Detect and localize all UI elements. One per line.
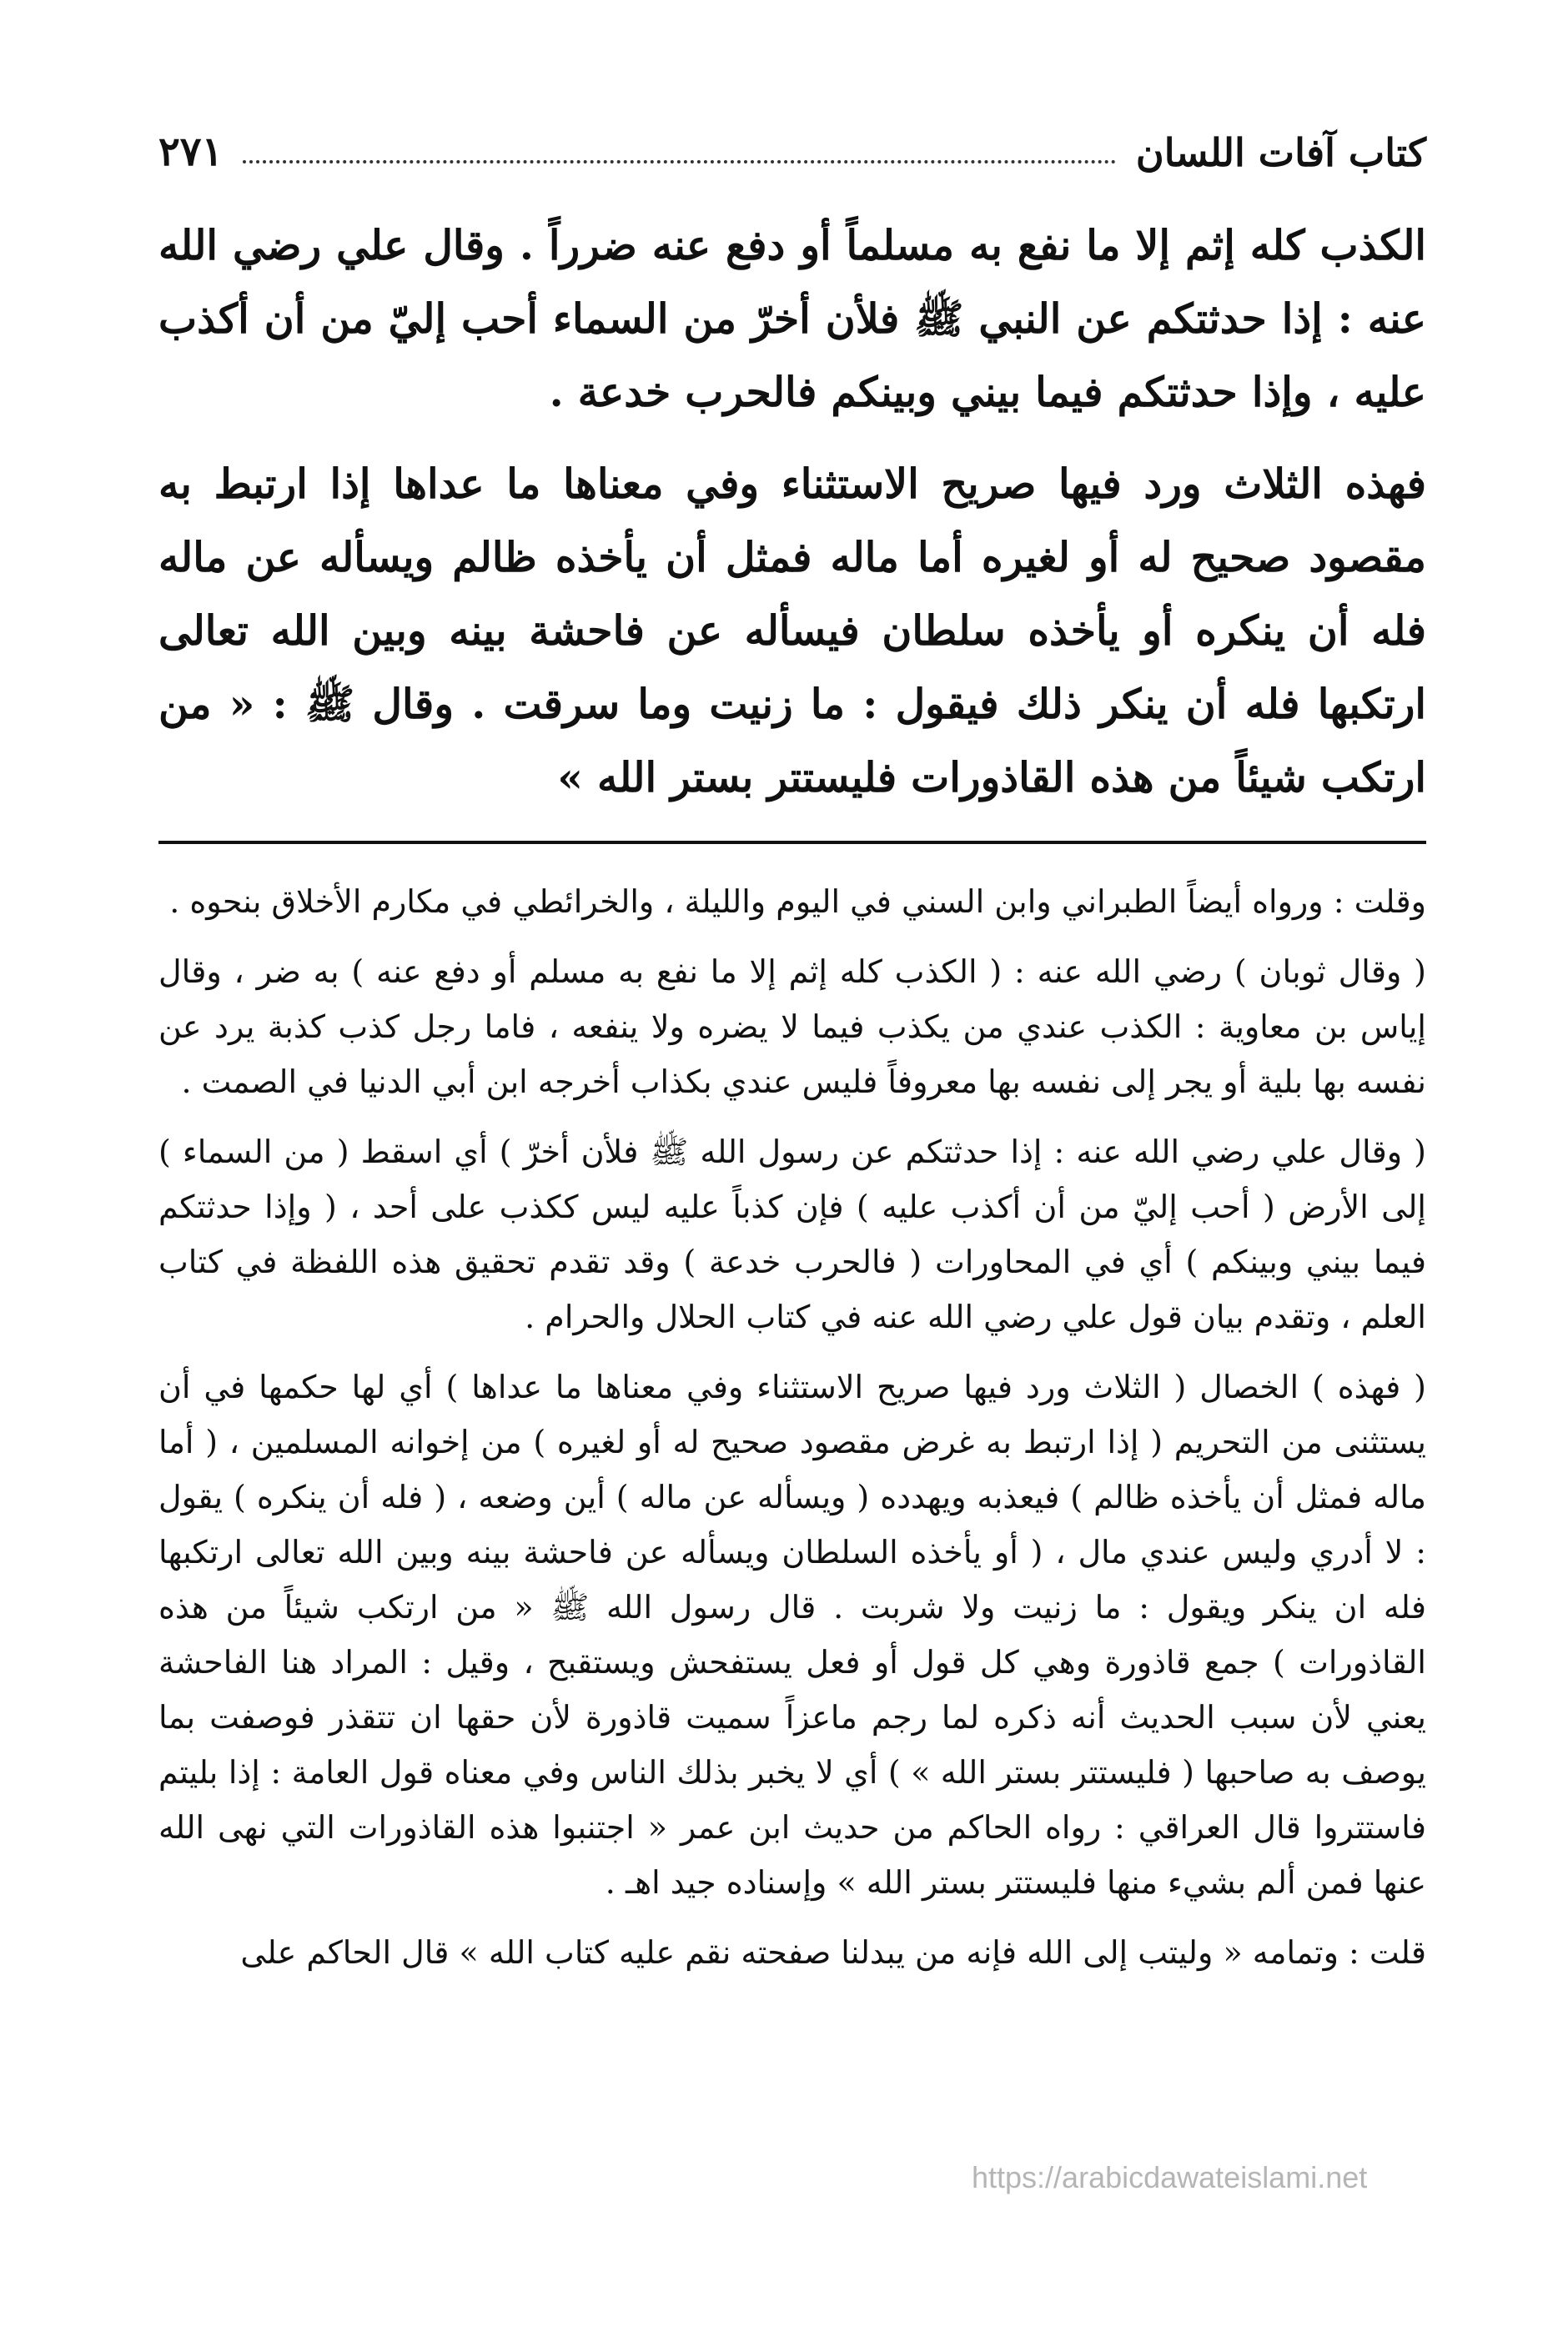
section-divider (158, 841, 1426, 844)
commentary (158, 874, 1426, 1980)
book-page (158, 108, 1426, 2277)
dotted-leader (243, 160, 1116, 163)
commentary-paragraph: ( وقال ثوبان ) رضي الله عنه : ( الكذب كله إثم إلا ما نفع به مسلم أو دفع عنه ) به ضر ، وقال إياس بن معاوية : الكذب عندي من يكذب فيما لا يضره ولا ينفعه ، فاما رجل كذب كذبة يرد عن نفسه بها بلية أو يجر إلى نفسه بها معروفاً فليس عندي بكذاب أخرجه ابن أبي الدنيا في الصمت . (158, 953, 1426, 1100)
page-header (158, 108, 1426, 175)
watermark-url: https://arabicdawateislami.net (972, 2160, 1368, 2194)
commentary-paragraph: ( فهذه ) الخصال ( الثلاث ورد فيها صريح الاستثناء وفي معناها ما عداها ) أي لها حكمها في أن يستثنى من التحريم ( إذا ارتبط به غرض مقصود صحيح له أو لغيره ) من إخوانه المسلمين ، ( أما ماله فمثل أن يأخذه ظالم ) فيعذبه ويهدده ( ويسأله عن ماله ) أين وضعه ، ( فله أن ينكره ) يقول : لا أدري وليس عندي مال ، ( أو يأخذه السلطان ويسأله عن فاحشة بينه وبين الله تعالى ارتكبها فله ان ينكر ويقول : ما زنيت ولا شربت . قال رسول الله ﷺ « من ارتكب شيئاً من هذه القاذورات ) جمع قاذورة وهي كل قول أو فعل يستفحش ويستقبح ، وقيل : المراد هنا الفاحشة يعني لأن سبب الحديث أنه ذكره لما رجم ماعزاً سميت قاذورة لأن حقها ان تتقذر فوصفت بما يوصف به صاحبها ( فليستتر بستر الله » ) أي لا يخبر بذلك الناس وفي معناه قول العامة : إذا بليتم فاستتروا قال العراقي : رواه الحاكم من حديث ابن عمر « اجتنبوا هذه القاذورات التي نهى الله عنها فمن ألم بشيء منها فليستتر بستر الله » وإسناده جيد اهـ . (158, 1369, 1426, 1901)
commentary-paragraph: قلت : وتمامه « وليتب إلى الله فإنه من يبدلنا صفحته نقم عليه كتاب الله » قال الحاكم على (240, 1934, 1426, 1971)
main-text (158, 209, 1426, 814)
commentary-paragraph: وقلت : ورواه أيضاً الطبراني وابن السني في اليوم والليلة ، والخرائطي في مكارم الأخلاق بنحوه . (169, 883, 1426, 920)
running-title: كتاب آفات اللسان (1135, 130, 1426, 175)
page-number: ٢٧١ (158, 128, 224, 175)
main-paragraph: الكذب كله إثم إلا ما نفع به مسلماً أو دفع عنه ضرراً . وقال علي رضي الله عنه : إذا حدثتكم عن النبي ﷺ فلأن أخرّ من السماء أحب إليّ من أن أكذب عليه ، وإذا حدثتكم فيما بيني وبينكم فالحرب خدعة . (158, 221, 1426, 416)
main-paragraph: فهذه الثلاث ورد فيها صريح الاستثناء وفي معناها ما عداها إذا ارتبط به مقصود صحيح له أو لغيره أما ماله فمثل أن يأخذه ظالم ويسأله عن ماله فله أن ينكره أو يأخذه سلطان فيسأله عن فاحشة بينه وبين الله تعالى ارتكبها فله أن ينكر ذلك فيقول : ما زنيت وما سرقت . وقال ﷺ : « من ارتكب شيئاً من هذه القاذورات فليستتر بستر الله » (158, 460, 1426, 802)
commentary-paragraph: ( وقال علي رضي الله عنه : إذا حدثتكم عن رسول الله ﷺ فلأن أخرّ ) أي اسقط ( من السماء ) إلى الأرض ( أحب إليّ من أن أكذب عليه ) فإن كذباً عليه ليس ككذب على أحد ، ( وإذا حدثتكم فيما بيني وبينكم ) أي في المحاورات ( فالحرب خدعة ) وقد تقدم تحقيق هذه اللفظة في كتاب العلم ، وتقدم بيان قول علي رضي الله عنه في كتاب الحلال والحرام . (158, 1133, 1426, 1335)
